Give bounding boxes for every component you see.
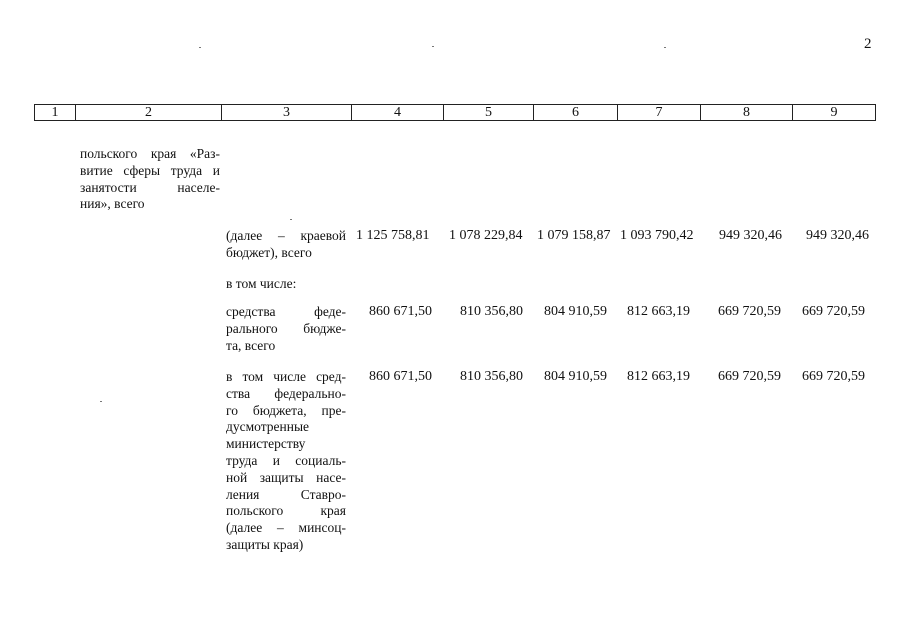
value-cell: 812 663,19 bbox=[627, 304, 690, 319]
column-header: 9 bbox=[792, 105, 875, 120]
value-cell: 1 125 758,81 bbox=[356, 228, 430, 243]
text-line: витие сферы труда и bbox=[80, 162, 220, 178]
value-cell: 669 720,59 bbox=[802, 304, 865, 319]
value-cell: 804 910,59 bbox=[544, 369, 607, 384]
text-line: (далее – минсоц- bbox=[226, 520, 346, 536]
text-line: труда и социаль- bbox=[226, 452, 346, 468]
value-cell: 949 320,46 bbox=[806, 228, 869, 243]
text-line: ния», всего bbox=[80, 196, 145, 212]
scan-speck bbox=[432, 46, 434, 47]
value-cell: 812 663,19 bbox=[627, 369, 690, 384]
value-cell: 949 320,46 bbox=[719, 228, 782, 243]
text-line: бюджет), всего bbox=[226, 244, 312, 260]
text-line: защиты края) bbox=[226, 536, 304, 552]
row-label-federal-budget bbox=[226, 304, 346, 354]
value-cell: 669 720,59 bbox=[802, 369, 865, 384]
value-cell: 1 093 790,42 bbox=[620, 228, 694, 243]
text-line: (далее – краевой bbox=[226, 228, 346, 243]
text-line: польского края bbox=[226, 503, 346, 519]
value-cell: 1 079 158,87 bbox=[537, 228, 611, 243]
column-header: 5 bbox=[443, 105, 533, 120]
text-line: занятости населе- bbox=[80, 179, 220, 195]
text-line: в том числе: bbox=[226, 276, 297, 291]
text-line: та, всего bbox=[226, 337, 276, 353]
value-cell: 669 720,59 bbox=[718, 304, 781, 319]
row-label-including bbox=[226, 276, 346, 293]
program-name-text bbox=[80, 146, 220, 213]
value-cell: 1 078 229,84 bbox=[449, 228, 523, 243]
text-line: ления Ставро- bbox=[226, 486, 346, 502]
scan-speck bbox=[199, 47, 201, 48]
text-line: ства федерально- bbox=[226, 385, 346, 401]
text-line: министерству bbox=[226, 436, 306, 452]
value-cell: 669 720,59 bbox=[718, 369, 781, 384]
text-line: польского края «Раз- bbox=[80, 146, 220, 161]
column-header-table bbox=[34, 104, 876, 121]
column-header: 2 bbox=[75, 105, 221, 120]
row-label-regional-budget bbox=[226, 228, 346, 262]
row-label-ministry-funds bbox=[226, 369, 346, 554]
column-header: 8 bbox=[700, 105, 792, 120]
scan-speck bbox=[100, 401, 102, 402]
page-number: 2 bbox=[864, 36, 872, 52]
text-line: в том числе сред- bbox=[226, 369, 346, 384]
text-line: дусмотренные bbox=[226, 419, 310, 435]
value-cell: 810 356,80 bbox=[460, 304, 523, 319]
value-cell: 860 671,50 bbox=[369, 304, 432, 319]
text-line: рального бюдже- bbox=[226, 320, 346, 336]
column-header: 7 bbox=[617, 105, 700, 120]
text-line: го бюджета, пре- bbox=[226, 402, 346, 418]
text-line: ной защиты насе- bbox=[226, 469, 346, 485]
column-header: 4 bbox=[351, 105, 443, 120]
scan-speck bbox=[664, 47, 666, 48]
text-line: средства феде- bbox=[226, 304, 346, 319]
value-cell: 860 671,50 bbox=[369, 369, 432, 384]
value-cell: 804 910,59 bbox=[544, 304, 607, 319]
column-header: 6 bbox=[533, 105, 617, 120]
value-cell: 810 356,80 bbox=[460, 369, 523, 384]
column-header: 3 bbox=[221, 105, 351, 120]
column-header: 1 bbox=[51, 105, 59, 120]
scan-speck bbox=[290, 219, 292, 220]
